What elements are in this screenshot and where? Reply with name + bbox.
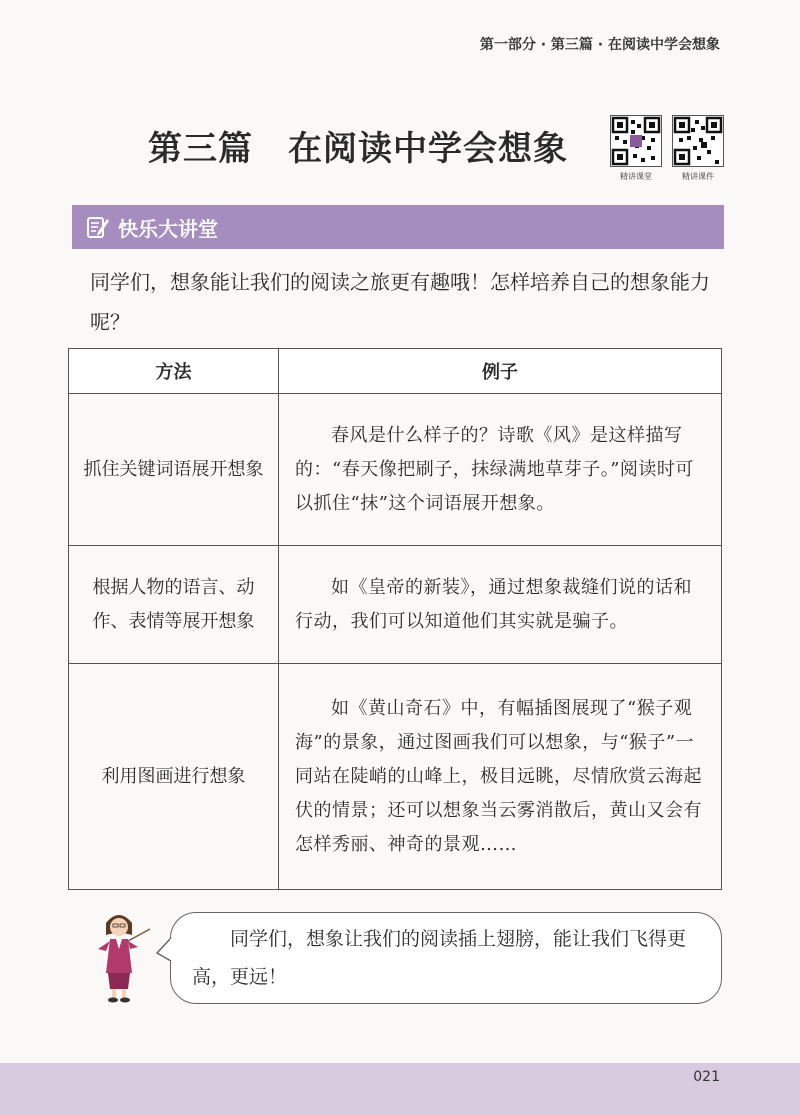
footer-band bbox=[0, 1063, 800, 1115]
table-row bbox=[69, 394, 722, 546]
qr-code-icon bbox=[610, 115, 662, 167]
speech-text: 同学们，想象让我们的阅读插上翅膀，能让我们飞得更高，更远！ bbox=[192, 928, 687, 988]
example-cell: 春风是什么样子的？诗歌《风》是这样描写的：“春天像把刷子，抹绿满地草芽子。”阅读时可以抓住“抹”这个词语展开想象。 bbox=[279, 394, 722, 546]
table-row bbox=[69, 664, 722, 890]
table-header-row bbox=[69, 349, 722, 394]
column-header-method: 方法 bbox=[69, 349, 279, 394]
qr-caption: 精讲课件 bbox=[682, 172, 714, 181]
teacher-illustration bbox=[84, 905, 154, 1005]
intro-paragraph: 同学们，想象能让我们的阅读之旅更有趣哦！怎样培养自己的想象能力呢？ bbox=[90, 270, 710, 334]
speech-bubble-tail bbox=[156, 935, 176, 965]
qr-caption: 精讲课堂 bbox=[620, 172, 652, 181]
example-cell: 如《黄山奇石》中，有幅插图展现了“猴子观海”的景象，通过图画我们可以想象，与“猴子”一同站在陡峭的山峰上，极目远眺，尽情欣赏云海起伏的情景；还可以想象当云雾消散后，黄山又会有怎样秀丽、神奇的景观…… bbox=[279, 664, 722, 890]
chapter-title: 第三篇 在阅读中学会想象 bbox=[148, 129, 568, 169]
page-number: 021 bbox=[693, 1069, 720, 1085]
running-head: 第一部分 · 第三篇 · 在阅读中学会想象 bbox=[479, 37, 720, 53]
column-header-example: 例子 bbox=[279, 349, 722, 394]
banner-title: 快乐大讲堂 bbox=[118, 217, 218, 241]
section-banner bbox=[72, 205, 724, 249]
methods-table bbox=[68, 348, 722, 890]
method-cell: 抓住关键词语展开想象 bbox=[69, 394, 279, 546]
method-cell: 利用图画进行想象 bbox=[69, 664, 279, 890]
method-cell: 根据人物的语言、动作、表情等展开想象 bbox=[69, 546, 279, 664]
qr-code-icon bbox=[672, 115, 724, 167]
qr-code-lecture[interactable] bbox=[608, 115, 664, 182]
table-row bbox=[69, 546, 722, 664]
notepad-pencil-icon bbox=[86, 215, 110, 239]
title-row bbox=[0, 115, 800, 185]
qr-code-courseware[interactable] bbox=[670, 115, 726, 182]
example-cell: 如《皇帝的新装》，通过想象裁缝们说的话和行动，我们可以知道他们其实就是骗子。 bbox=[279, 546, 722, 664]
